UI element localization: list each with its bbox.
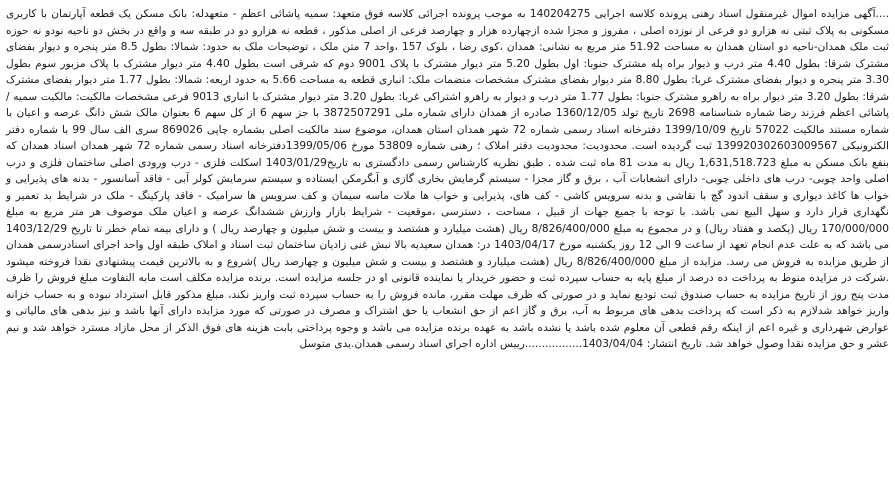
auction-notice-text: [6, 6, 889, 353]
notice-paragraph: ....آگهی مزایده اموال غیرمنقول اسناد رهنی پرونده کلاسه اجرایی 140204275 به موجب پرونده اجرائی کلاسه فوق متعهد: سمیه پاشائی اعظم - متعهدله: بانک مسکن یک قطعه آپارتمان با کاربری مسکونی به پلاک ثبتی نه هزارو دو فرعی از نوزده اصلی ، مفروز و مجزا شده ازچهارده هزار و چهارصد فرعی از اصلی مذکور ، قطعه نه هزارو دو در طبقه سه و واقع در بخش دو ناحیه نودو نه حوزه ثبت ملک همدان-ناحیه دو استان همدان به مساحت 51.92 متر مربع به نشانی: همدان ،کوی رضا ، بلوک 157 ،واحد 7 متن ملک ، توضیحات ملک به حدود: شمالا: بطول 8.5 متر پنجره و دیوار بفضای مشترک شرقا: بطول 4.40 متر درب و دیوار براه پله مشترک جنوبا: اول بطول 5.20 متر دیوار مشترک با پلاک 9001 دوم که شرقی است بطول 4.40 متر دیوار مشترک با پلاک مزبور سوم بطول 3.30 متر پنجره و دیوار بفضای مشترک غربا: بطول 8.80 متر دیوار بفضای مشترک مشخصات منضمات ملک: انباری قطعه به مساحت 5.66 به حدود اربعه: شمالا: بطول 1.77 متر دیوار بفضای مشترک شرقا: بطول 3.20 متر دیوار براه به راهرو مشترک جنوبا: بطول 1.77 متر درب و دیوار به راهرو اشتراکی غربا: بطول 3.20 متر دیوار مشترک با انباری 9013 فرعی مشخصات مالکیت: مالکیت سمیه / پاشائی اعظم فرزند رضا شماره شناسنامه 2698 تاریخ تولد 1360/12/05 صادره از همدان دارای شماره ملی 3872507291 با جز سهم 6 از کل سهم 6 بعنوان مالک شش دانگ عرصه و اعیان با شماره مستند مالکیت 57022 تاریخ 1399/10/09 دفترخانه اسناد رسمی شماره 72 شهر همدان استان همدان، موضوع سند مالکیت اصلی بشماره چاپی 869026 سری الف سال 99 با شماره دفتر الکترونیکی 139920302603009567 ثبت گردیده است. محدودیت: محدودیت دفتر املاک ؛ رهنی شماره 53809 مورخ 1399/05/06دفترخانه اسناد رسمی شماره 72 شهر همدان اسناد همدان که بنفع بانک مسکن به مبلغ 1,631,518.723 ریال به مدت 81 ماه ثبت شده . طبق نظریه کارشناس رسمی دادگستری به تاریخ1403/01/29 اسکلت فلزی - درب ورودی اصلی ساختمان فلزی و درب اصلی واحد چوبی- درب های داخلی چوبی- دارای انشعابات آب ، برق و گاز مجزا - سیستم گرمایش بخاری گازی و آبگرمکن ایستاده و سیستم سرمایش کولر آبی - فاقد آسانسور - بدنه های پذیرایی و خواب ها کاغذ دیواری و سقف اندود گچ با نقاشی و بدنه سرویس کاشی - کف های، پذیرایی و خواب ها ملات ماسه سیمان و کف سرویس ها سرامیک - فاقد پارکینگ - ملک در شرایط بد تعمیر و نگهداری قرار دارد و سهل البیع نمی باشد. با توجه با جمیع جهات از قبیل ، مساحت ، دسترسی ،موقعیت - شرایط بازار وارزش ششدانگ عرصه و اعیان ملک موصوف هر متر مربع به مبلغ 170/000/000 ریال (یکصد و هفتاد ریال) و در مجموع به مبلغ 8/826/400/000 ریال (هشت میلیارد و هشتصد و بیست و شش میلیون و چهارصد ریال ) و دارای بیمه تمام خطر تا تاریخ 1403/12/29 می باشد که به علت عدم انجام تعهد از ساعت 9 الی 12 روز یکشنبه مورخ 1403/04/17 در: همدان سعیدیه بالا نبش غنی زادیان ساختمان ثبت اسناد و املاک طبقه اول واحد اجرای اسنادرسمی همدان از طریق مزایده به فروش می رسد. مزایده از مبلغ 8/826/400/000 ریال (هشت میلیارد و هشتصد و بیست و شش میلیون و چهارصد ریال )شروع و به بالاترین قیمت پیشنهادی نقدا فروخته میشود .شرکت در مزایده منوط به پرداخت ده درصد از مبلغ پایه به حساب سپرده ثبت و حضور خریدار یا نماینده قانونی او در جلسه مزایده است. برنده مزایده مکلف است مابه التفاوت مبلغ فروش را ظرف مدت پنج روز از تاریخ مزایده به حساب صندوق ثبت تودیع نماید و در صورتی که ظرف مهلت مقرر، مانده فروش را به حساب سپرده ثبت واریز نکند، مبلغ مذکور قابل استرداد نبوده و به حساب خزانه واریز خواهد شدلازم به ذکر است که پرداخت بدهی های مربوط به آب، برق و گاز اعم از حق انشعاب یا حق اشتراک و مصرف در صورتی که مورد مزایده دارای آنها باشد و نیز بدهی های مالیاتی و عوارض شهرداری و غیره اعم از اینکه رقم قطعی آن معلوم شده باشد یا نشده باشد به عهده برنده مزایده می باشد و وجوه پرداختی بابت هزینه های فوق الذکر از محل مازاد مسترد خواهد شد و نیم عشر و حق مزایده نقدا وصول خواهد شد. تاریخ انتشار: 1403/04/04.................رییس اداره اجرای اسناد رسمی همدان.یدی متوسل: [6, 8, 889, 350]
